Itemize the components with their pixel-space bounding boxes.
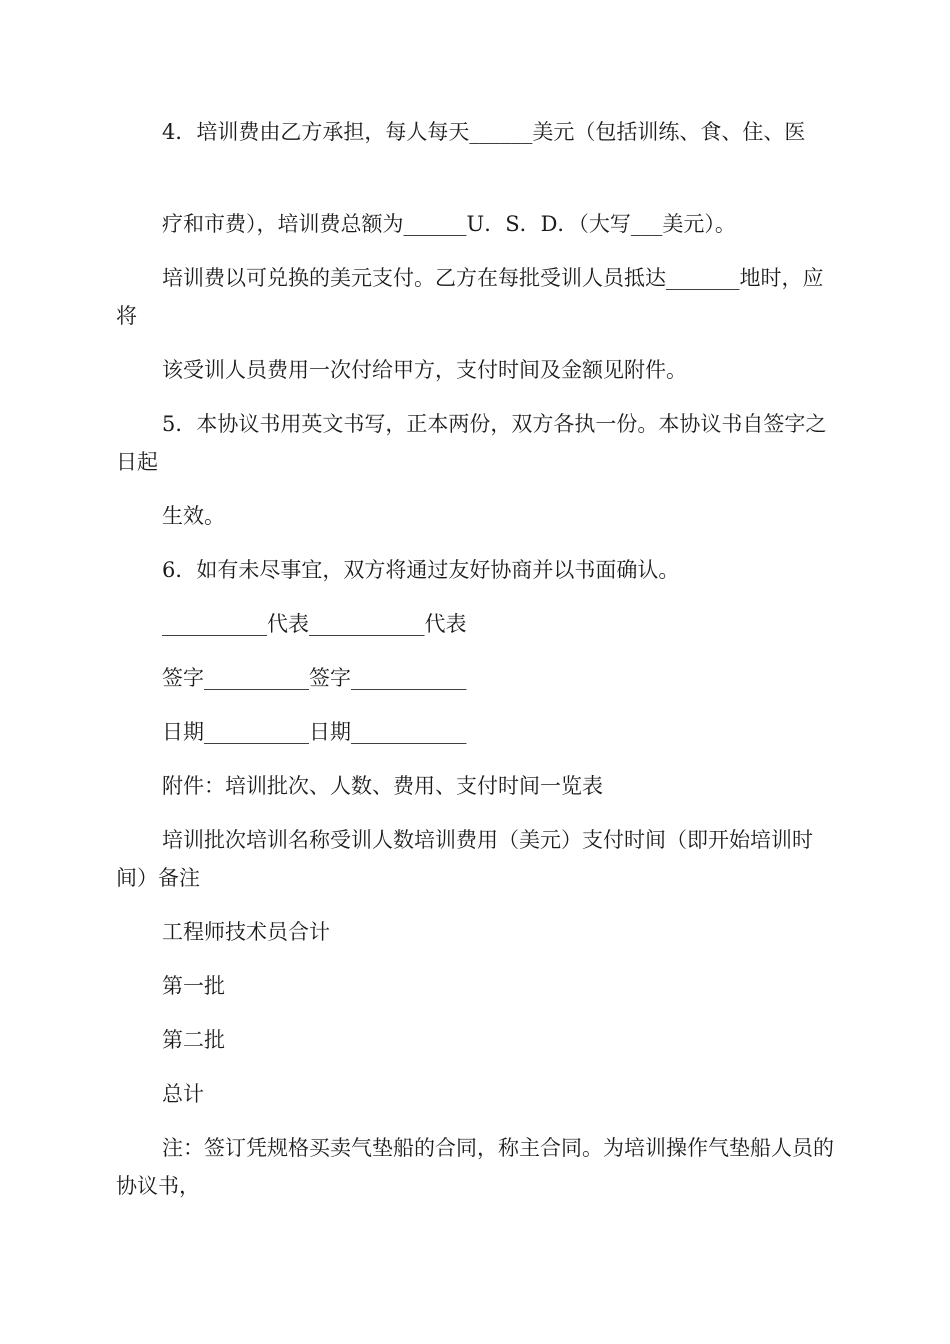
batch-1-row: 第一批 [162,974,225,998]
payment-paragraph-cont: 该受训人员费用一次付给甲方，支付时间及金额见附件。 [162,358,687,382]
date-line: 日期__________日期___________ [162,720,467,744]
attachment-title: 附件：培训批次、人数、费用、支付时间一览表 [162,774,603,798]
clause-4-line-1: 4．培训费由乙方承担，每人每天______美元（包括训练、食、住、医 [162,120,806,144]
attachment-subheader: 工程师技术员合计 [162,920,330,944]
signature-line: 签字__________签字___________ [162,666,467,690]
total-row: 总计 [162,1082,204,1106]
attachment-table-header: 培训批次培训名称受训人数培训费用（美元）支付时间（即开始培训时间）备注 [116,828,813,890]
batch-2-row: 第二批 [162,1028,225,1052]
clause-5-line-2: 生效。 [162,504,225,528]
payment-paragraph: 培训费以可兑换的美元支付。乙方在每批受训人员抵达_______地时，应将 [116,266,824,328]
clause-6: 6．如有未尽事宜，双方将通过友好协商并以书面确认。 [162,558,680,582]
clause-5-line-1: 5．本协议书用英文书写，正本两份，双方各执一份。本协议书自签字之日起 [116,412,827,474]
note-paragraph: 注：签订凭规格买卖气垫船的合同，称主合同。为培训操作气垫船人员的协议书， [116,1136,834,1198]
clause-4-line-2: 疗和市费），培训费总额为______U．S．D．（大写___美元）。 [162,212,736,236]
representative-line: __________代表___________代表 [162,612,467,636]
